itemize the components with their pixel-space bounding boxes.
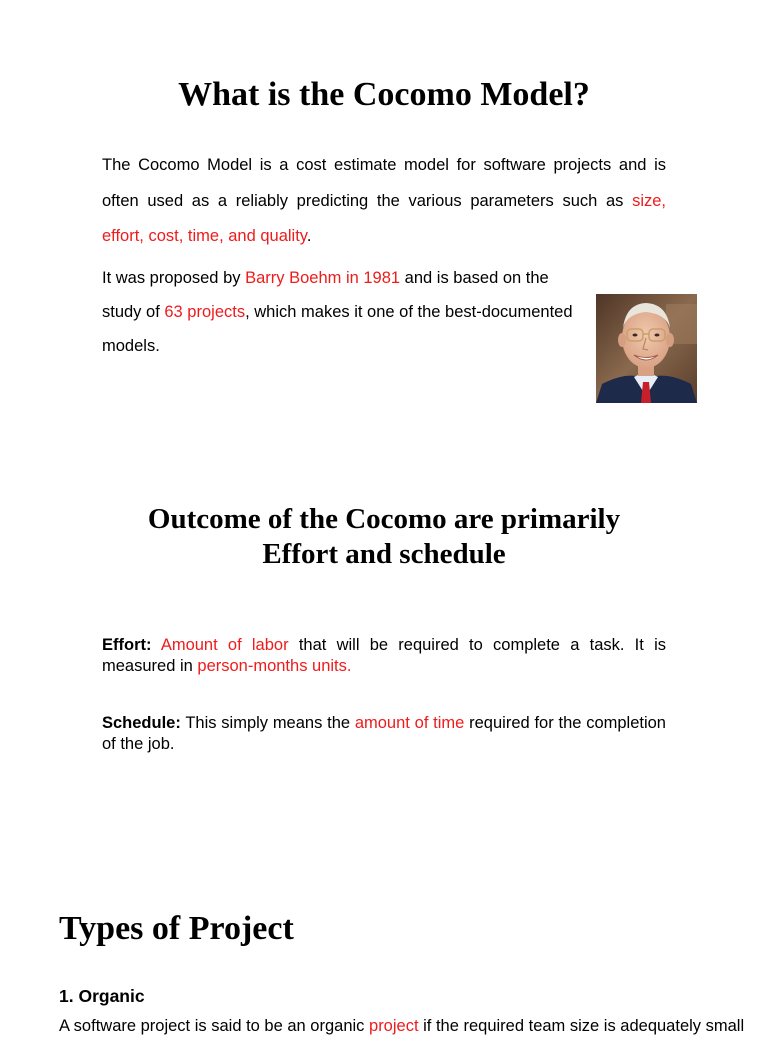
effort-definition (102, 635, 666, 676)
organic-text-end: if the required team size is adequately small (418, 1017, 745, 1035)
effort-highlight-2: person-months units. (197, 656, 352, 675)
schedule-highlight: amount of time (354, 714, 465, 732)
section-subtitle (0, 502, 768, 572)
schedule-term: Schedule: (102, 714, 181, 732)
intro-p2-highlight-1: Barry Boehm in 1981 (245, 269, 401, 287)
intro-p2-text-2: and is based on the study of (102, 269, 549, 321)
schedule-definition (102, 713, 666, 754)
schedule-text-1: This simply means the (180, 714, 355, 732)
organic-text-start: A software project is said to be an organic (59, 1017, 370, 1035)
intro-p1-highlight: size, effort, cost, time, and quality (102, 191, 666, 245)
portrait-photo (596, 294, 697, 403)
subtitle-line-1: Outcome of the Cocomo are primarily (147, 503, 621, 535)
intro-p2-text-1: It was proposed by (102, 269, 246, 287)
organic-description-cut (59, 1014, 768, 1035)
organic-heading: 1. Organic (59, 986, 145, 1006)
organic-text-highlight: project (369, 1017, 419, 1035)
intro-p2-text-3: , which makes it one of the best-documented models. (102, 303, 573, 355)
intro-p1-text: The Cocomo Model is a cost estimate model for software projects and is often used as a reliably predicting the various parameters such as (102, 156, 666, 210)
intro-paragraph-1 (102, 148, 666, 255)
types-heading: Types of Project (59, 910, 294, 947)
subtitle-line-2: Effort and schedule (262, 538, 506, 570)
schedule-text-2: required for the completion of the job. (102, 714, 666, 753)
intro-p2-highlight-2: 63 projects (164, 303, 246, 321)
effort-term: Effort: (102, 636, 152, 654)
intro-p1-end: . (306, 227, 312, 245)
effort-text: that will be required to complete a task. It is measured in (102, 636, 666, 675)
intro-paragraph-2 (102, 261, 592, 363)
effort-highlight-1: Amount of labor (160, 636, 289, 654)
page-title: What is the Cocomo Model? (178, 76, 590, 113)
